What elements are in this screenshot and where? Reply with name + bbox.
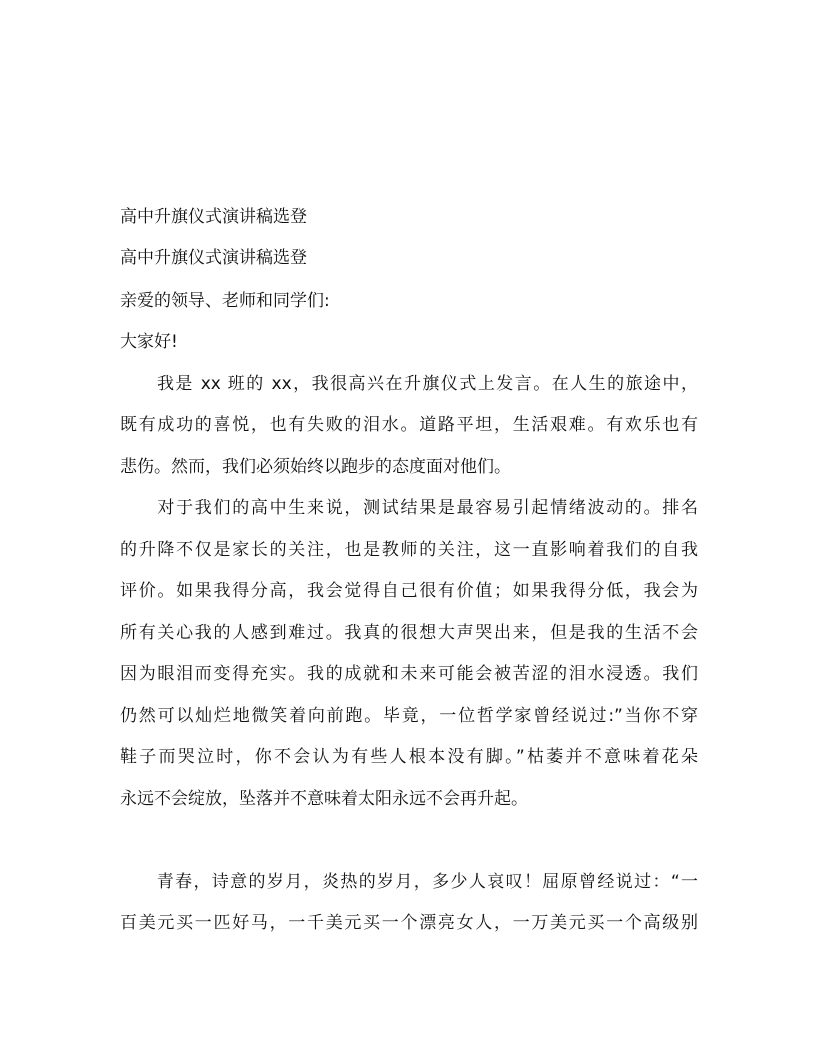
paragraph-line: 鞋子而哭泣时，你不会认为有些人根本没有脚。”枯萎并不意味着花朵 (120, 747, 698, 767)
paragraph-line: 仍然可以灿烂地微笑着向前跑。毕竟，一位哲学家曾经说过:”当你不穿 (120, 706, 698, 726)
paragraph-line: 悲伤。然而，我们必须始终以跑步的态度面对他们。 (120, 457, 511, 477)
paragraph-line: 评价。如果我得分高，我会觉得自己很有价值；如果我得分低，我会为 (120, 581, 698, 601)
paragraph-line: 我是 xx 班的 xx，我很高兴在升旗仪式上发言。在人生的旅途中， (120, 374, 698, 394)
document-subtitle: 高中升旗仪式演讲稿选登 (120, 248, 307, 268)
greeting: 大家好! (120, 332, 178, 352)
paragraph-line: 百美元买一匹好马，一千美元买一个漂亮女人，一万美元买一个高级别 (120, 913, 698, 933)
paragraph-line: 永远不会绽放，坠落并不意味着太阳永远不会再升起。 (120, 789, 528, 809)
paragraph-line: 青春，诗意的岁月，炎热的岁月，多少人哀叹！屈原曾经说过：“一 (120, 872, 698, 892)
salutation: 亲爱的领导、老师和同学们: (120, 291, 330, 311)
paragraph-line: 对于我们的高中生来说，测试结果是最容易引起情绪波动的。排名 (120, 498, 698, 518)
paragraph-line: 所有关心我的人感到难过。我真的很想大声哭出来，但是我的生活不会 (120, 623, 698, 643)
paragraph-line: 的升降不仅是家长的关注，也是教师的关注，这一直影响着我们的自我 (120, 540, 698, 560)
paragraph-line: 因为眼泪而变得充实。我的成就和未来可能会被苦涩的泪水浸透。我们 (120, 664, 698, 684)
paragraph-line: 既有成功的喜悦，也有失败的泪水。道路平坦，生活艰难。有欢乐也有 (120, 415, 698, 435)
document-title: 高中升旗仪式演讲稿选登 (120, 207, 307, 227)
